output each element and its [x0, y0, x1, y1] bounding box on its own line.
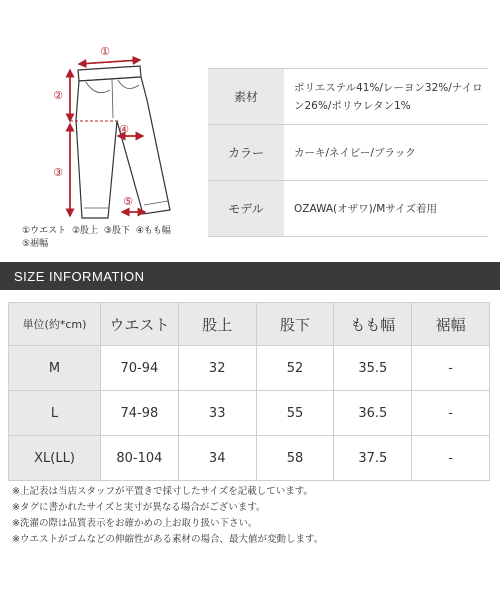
table-cell: 58 [256, 436, 334, 481]
header-thigh: もも幅 [334, 303, 412, 346]
legend-item: ①ウエスト [22, 226, 67, 236]
legend-item: ③股下 [103, 226, 130, 236]
spec-table [208, 68, 488, 237]
header-inseam: 股下 [256, 303, 334, 346]
table-cell: 52 [256, 346, 334, 391]
table-row [9, 436, 490, 481]
pants-illustration [0, 0, 220, 222]
notes [12, 484, 323, 548]
note-line: ※洗濯の際は品質表示をお確かめの上お取り扱い下さい。 [12, 518, 258, 529]
spec-row-material [208, 69, 488, 125]
table-cell: 74-98 [101, 391, 179, 436]
table-cell: 36.5 [334, 391, 412, 436]
table-cell: 80-104 [101, 436, 179, 481]
marker-hem: ⑤ [123, 195, 133, 208]
table-row [9, 346, 490, 391]
table-cell: 32 [178, 346, 256, 391]
table-cell: - [412, 391, 490, 436]
size-label: L [9, 391, 101, 436]
spec-value: ポリエステル41%/レーヨン32%/ナイロン26%/ポリウレタン1% [294, 81, 483, 112]
size-label: XL(LL) [9, 436, 101, 481]
legend-item: ②股上 [71, 226, 99, 236]
measurement-legend [22, 225, 222, 251]
table-cell: 37.5 [334, 436, 412, 481]
spec-row-color [208, 125, 488, 181]
marker-waist: ① [100, 45, 110, 58]
table-cell: - [412, 346, 490, 391]
size-table [8, 302, 490, 481]
marker-inseam: ③ [53, 166, 63, 179]
table-row [9, 391, 490, 436]
marker-thigh: ④ [119, 123, 129, 136]
legend-item: ⑤裾幅 [22, 239, 49, 249]
table-cell: 34 [178, 436, 256, 481]
table-cell: 35.5 [334, 346, 412, 391]
spec-value: カーキ/ネイビー/ブラック [294, 146, 416, 159]
table-cell: 55 [256, 391, 334, 436]
table-cell: 33 [178, 391, 256, 436]
pants-diagram [0, 0, 220, 262]
spec-label: カラー [208, 125, 284, 180]
spec-label: モデル [208, 181, 284, 236]
marker-rise: ② [53, 89, 63, 102]
note-line: ※上記表は当店スタッフが平置きで採寸したサイズを記載しています。 [12, 486, 313, 497]
note-line: ※タグに書かれたサイズと実寸が異なる場合がございます。 [12, 502, 266, 513]
spec-label: 素材 [208, 69, 284, 124]
table-cell: 70-94 [101, 346, 179, 391]
header-unit: 単位(約*cm) [9, 303, 101, 346]
spec-value: OZAWA(オザワ)/Mサイズ着用 [294, 202, 438, 215]
table-cell: - [412, 436, 490, 481]
header-rise: 股上 [178, 303, 256, 346]
size-label: M [9, 346, 101, 391]
spec-row-model [208, 181, 488, 237]
note-line: ※ウエストがゴムなどの伸縮性がある素材の場合、最大値が変動します。 [12, 534, 324, 545]
size-table-header-row [9, 303, 490, 346]
legend-item: ④もも幅 [135, 226, 171, 236]
header-waist: ウエスト [101, 303, 179, 346]
size-information-header: SIZE INFORMATION [0, 262, 500, 290]
header-hem: 裾幅 [412, 303, 490, 346]
